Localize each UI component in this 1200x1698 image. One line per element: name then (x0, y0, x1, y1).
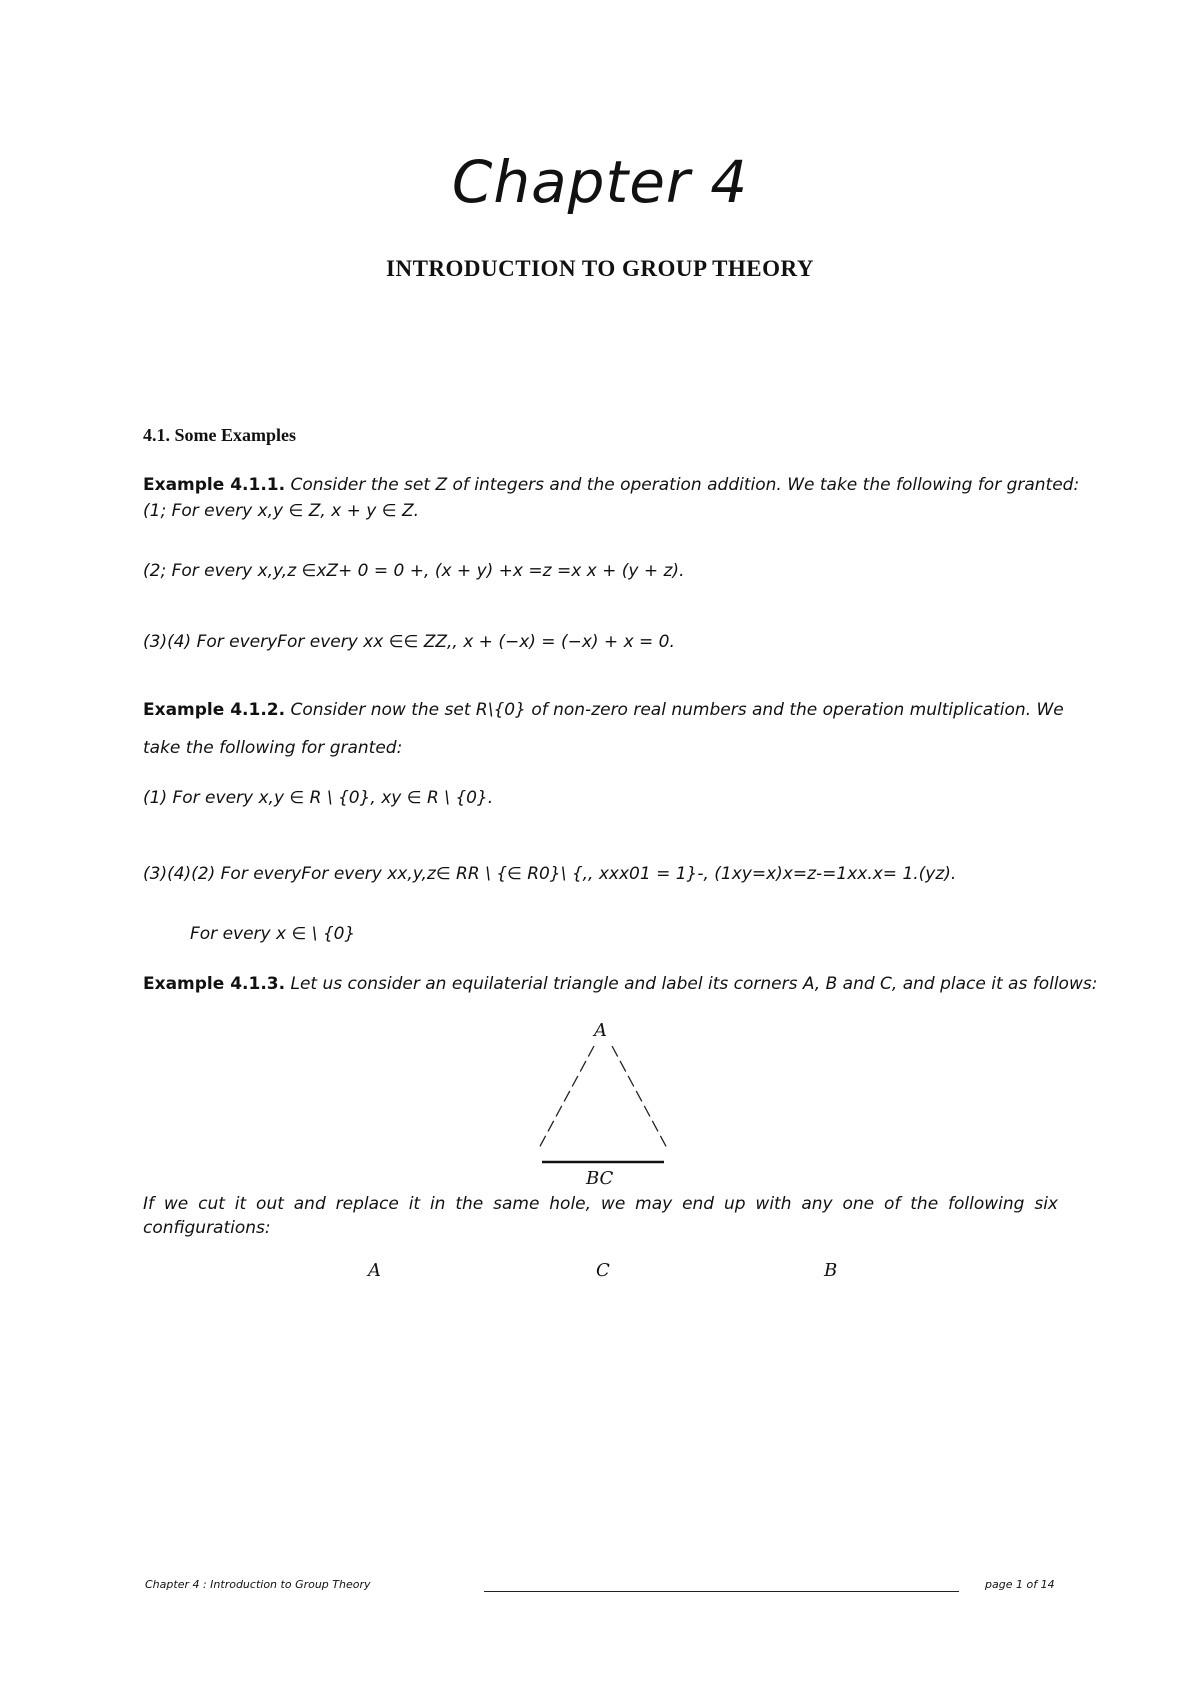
chapter-title: Chapter 4 (451, 148, 749, 216)
example-2-item-2: (3)(4)(2) For everyFor every xx,y,z∈ RR \ {∈ R0}\ {,, xxx01 = 1}-, (1xy=x)x=z-=1xx.x= 1.(yz). (143, 864, 957, 884)
example-1-label: Example 4.1.1. (143, 475, 286, 495)
example-1-item-2: (2; For every x,y,z ∈xZ+ 0 = 0 +, (x + y) +x =z =x x + (y + z). (143, 561, 685, 581)
configurations-paragraph-line-1: If we cut it out and replace it in the same hole, we may end up with any one of the following six (143, 1194, 1058, 1214)
example-1-text: Consider the set Z of integers and the operation addition. We take the following for granted: (285, 475, 1080, 495)
example-3-intro (143, 974, 1097, 994)
section-heading: 4.1. Some Examples (143, 425, 296, 445)
triangle-right-edge (612, 1046, 668, 1150)
example-1-intro (143, 475, 1079, 495)
example-2-intro (143, 700, 1064, 720)
triangle-left-edge (538, 1046, 594, 1150)
configuration-label-c: C (596, 1260, 610, 1281)
triangle-corners-bc: BC (586, 1168, 614, 1189)
configuration-label-a: A (368, 1260, 381, 1281)
configurations-paragraph-line-2: configurations: (143, 1218, 271, 1238)
example-2-text: Consider now the set R\{0} of non-zero real numbers and the operation multiplication. We (285, 700, 1064, 720)
example-1-item-3: (3)(4) For everyFor every xx ∈∈ ZZ,, x + (−x) = (−x) + x = 0. (143, 632, 675, 652)
triangle-figure (530, 1040, 680, 1170)
example-3-label: Example 4.1.3. (143, 974, 286, 994)
triangle-corner-a: A (594, 1020, 607, 1041)
footer-page-number: page 1 of 14 (985, 1578, 1055, 1591)
footer-chapter-title: Chapter 4 : Introduction to Group Theory (145, 1578, 371, 1591)
chapter-subtitle: INTRODUCTION TO GROUP THEORY (386, 256, 814, 281)
example-2-label: Example 4.1.2. (143, 700, 286, 720)
configuration-label-b: B (824, 1260, 838, 1281)
example-2-text-continued: take the following for granted: (143, 738, 403, 758)
example-2-item-1: (1) For every x,y ∈ R \ {0}, xy ∈ R \ {0}. (143, 788, 494, 808)
footer-rule (484, 1591, 959, 1592)
example-2-item-3: For every x ∈ \ {0} (190, 924, 356, 944)
example-1-item-1: (1; For every x,y ∈ Z, x + y ∈ Z. (143, 501, 420, 521)
example-3-text: Let us consider an equilaterial triangle and label its corners A, B and C, and place it as follows: (285, 974, 1098, 994)
